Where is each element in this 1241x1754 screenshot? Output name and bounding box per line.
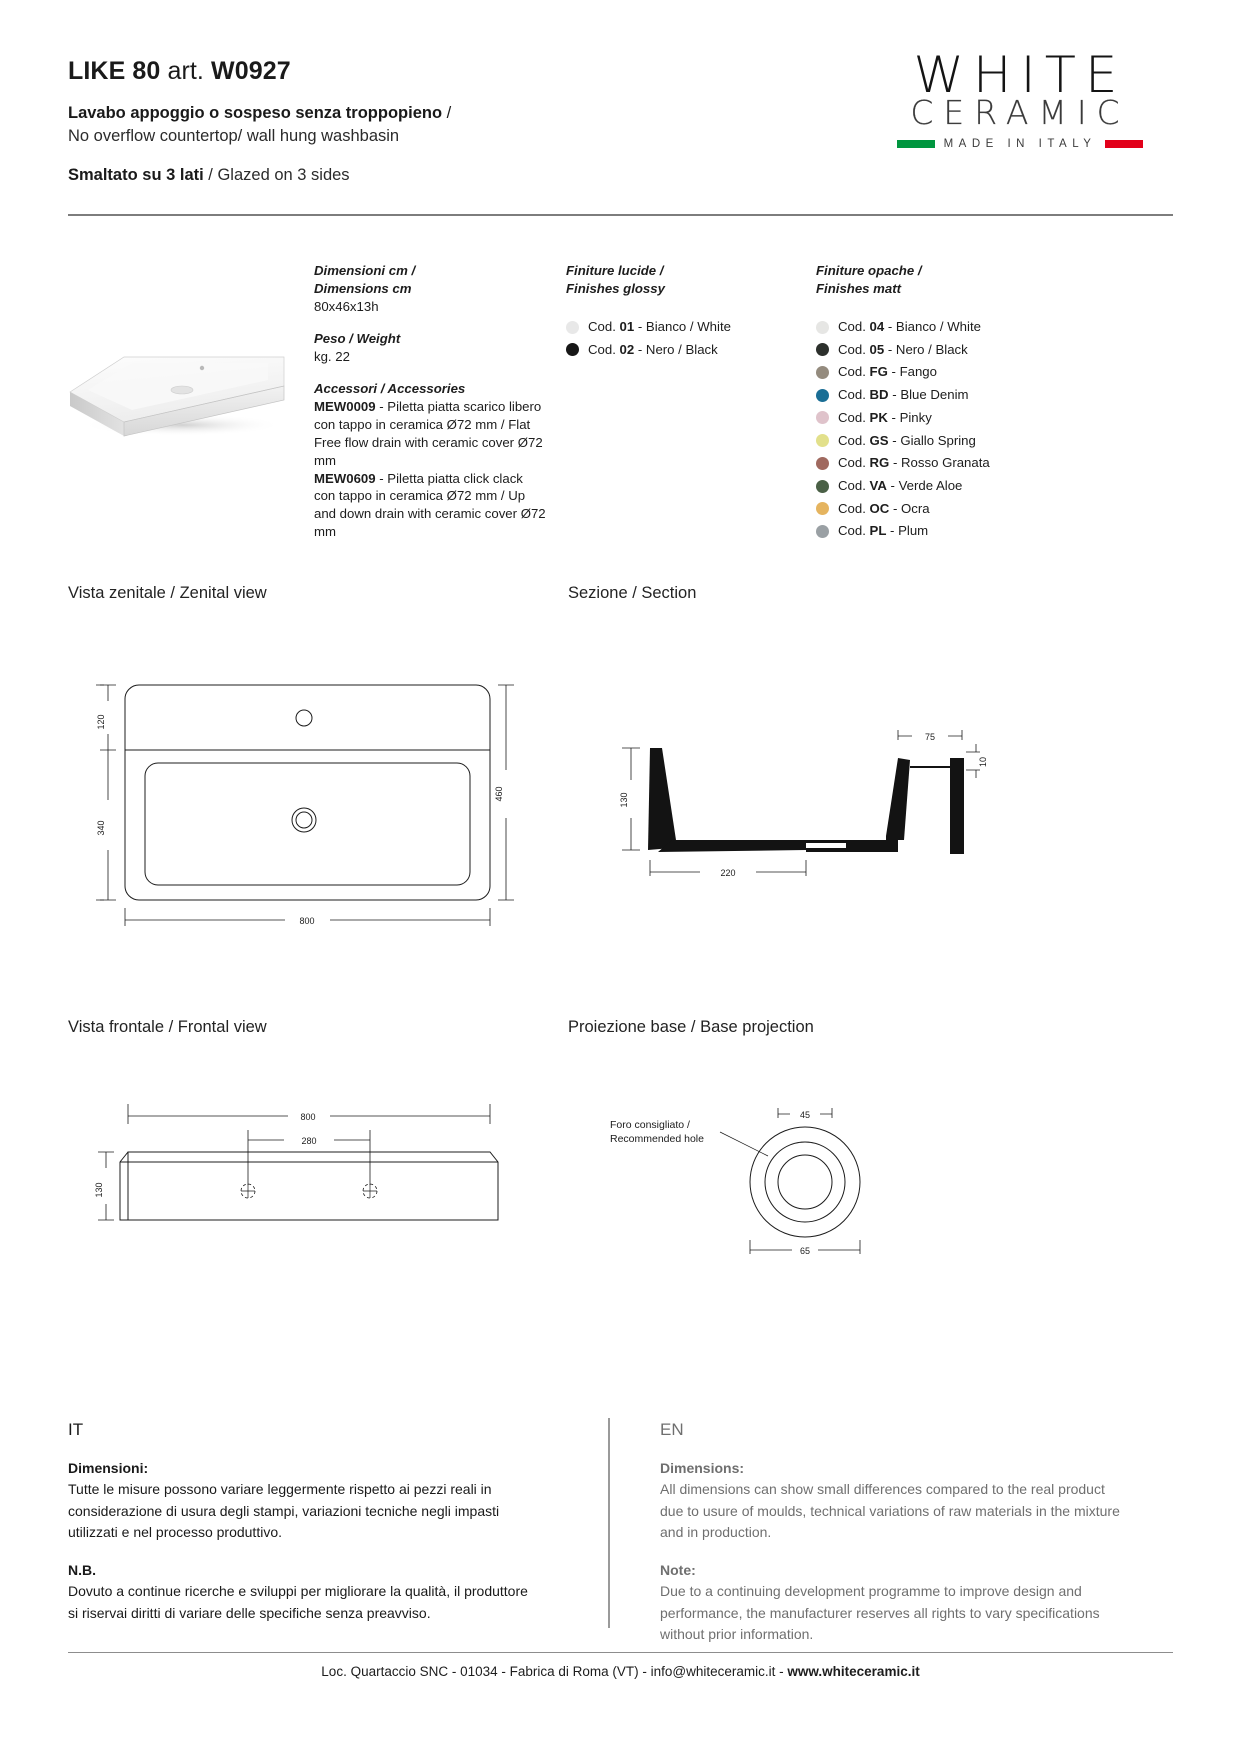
frontal-view-title: Vista frontale / Frontal view (68, 1018, 267, 1036)
finish-matt-swatch-icon (816, 525, 829, 538)
weight-block (314, 330, 546, 366)
notes-en-heading-1: Dimensions: (660, 1460, 745, 1476)
notes-en-text-2: Due to a continuing development programme to improve design and performance, the manufacturer reserves all rights to vary specifications without prior information. (660, 1583, 1100, 1643)
notes-en-lang: EN (660, 1420, 684, 1439)
footer (0, 1664, 1241, 1679)
dim-zenital-340: 340 (96, 820, 106, 836)
notes-it-lang: IT (68, 1420, 84, 1439)
finish-matt-code: PK (869, 409, 888, 425)
finish-matt-label: Cod. VA - Verde Aloe (838, 477, 963, 493)
product-name: LIKE 80 (68, 57, 161, 85)
finish-glossy-swatch-icon (566, 321, 579, 334)
product-photo (62, 330, 292, 440)
footer-address: Loc. Quartaccio SNC - 01034 - Fabrica di Roma (VT) - info@whiteceramic.it - (321, 1664, 788, 1679)
art-label: art. (160, 57, 212, 85)
dim-section-130: 130 (619, 792, 629, 808)
dimensions-heading-en: Dimensions cm (314, 280, 412, 296)
finishes-glossy-list (566, 318, 796, 359)
finish-matt-row (816, 522, 1056, 540)
footer-divider (68, 1652, 1173, 1653)
notes-divider (608, 1418, 610, 1628)
glaze-en: / Glazed on 3 sides (203, 166, 350, 185)
finish-matt-row (816, 318, 1056, 336)
finish-matt-row (816, 432, 1056, 450)
finish-matt-row (816, 363, 1056, 381)
finish-matt-code: 05 (869, 341, 885, 357)
dim-section-75: 75 (924, 732, 936, 742)
notes-en-text-1: All dimensions can show small differences compared to the real product due to usure of moulds, technical variations of raw materials in the mixture and in production. (660, 1481, 1120, 1541)
accessory-2-text: - Piletta piatta click clack con tappo in ceramica Ø72 mm / Up and down drain with ceramic cover Ø72 mm (314, 470, 546, 540)
glaze-row (68, 164, 1168, 188)
finish-matt-code: RG (869, 455, 890, 471)
dimensions-value: 80x46x13h (314, 298, 379, 314)
finish-glossy-label: Cod. 01 - Bianco / White (588, 318, 731, 334)
accessory-2-code: MEW0609 (314, 470, 376, 486)
finish-glossy-row (566, 341, 796, 359)
finishes-matt-heading (816, 262, 1056, 298)
finishes-matt-column (816, 262, 1056, 545)
accessory-item-1 (314, 398, 546, 470)
accessories-block (314, 380, 546, 542)
finish-matt-row (816, 500, 1056, 518)
zenital-drawing (80, 660, 550, 940)
dim-base-65: 65 (799, 1246, 811, 1256)
made-in-italy-label: MADE IN ITALY (943, 137, 1097, 150)
finish-glossy-label: Cod. 02 - Nero / Black (588, 341, 718, 357)
dim-zenital-120: 120 (96, 714, 106, 730)
finish-matt-swatch-icon (816, 434, 829, 447)
dim-zenital-800: 800 (299, 916, 315, 926)
frontal-drawing (80, 1090, 550, 1250)
finish-matt-label: Cod. PK - Pinky (838, 409, 932, 425)
base-hole-label-it: Foro consigliato / (610, 1119, 690, 1131)
finish-glossy-code: 01 (619, 318, 635, 334)
accessory-item-2 (314, 470, 546, 542)
notes-it-heading-2: N.B. (68, 1562, 96, 1579)
finish-matt-code: GS (869, 432, 889, 448)
dim-base-45: 45 (799, 1110, 811, 1120)
notes-it-text-2: Dovuto a continue ricerche e sviluppi per migliorare la qualità, il produttore si riservai diritti di variare delle specifiche senza preavviso. (68, 1583, 528, 1621)
brand-logo (865, 46, 1175, 150)
base-projection-drawing (600, 1090, 930, 1270)
accessory-1-text: - Piletta piatta scarico libero con tappo in ceramica Ø72 mm / Flat Free flow drain with ceramic cover Ø72 mm (314, 398, 543, 468)
finish-matt-label: Cod. 04 - Bianco / White (838, 318, 981, 334)
spec-column (314, 262, 546, 541)
glaze-it: Smaltato su 3 lati (68, 166, 204, 185)
dimensions-heading-it: Dimensioni cm / (314, 263, 416, 278)
dim-section-220: 220 (720, 868, 736, 878)
subtitle-it: Lavabo appoggio o sospeso senza troppopieno (68, 103, 443, 122)
italian-flag-red-icon (1105, 140, 1143, 148)
weight-value: kg. 22 (314, 348, 350, 364)
accessory-1-code: MEW0009 (314, 398, 376, 414)
finish-matt-code: 04 (869, 318, 885, 334)
finish-matt-row (816, 454, 1056, 472)
finish-matt-swatch-icon (816, 502, 829, 515)
dim-frontal-130: 130 (94, 1182, 104, 1198)
notes-it-heading-1: Dimensioni: (68, 1460, 149, 1476)
finish-matt-label: Cod. RG - Rosso Granata (838, 455, 990, 471)
finish-matt-label: Cod. OC - Ocra (838, 500, 930, 516)
header-divider (68, 214, 1173, 216)
finish-matt-code: PL (869, 523, 887, 539)
italian-flag-green-icon (897, 140, 935, 148)
notes-english (660, 1420, 1120, 1662)
finish-matt-swatch-icon (816, 389, 829, 402)
finish-matt-row (816, 386, 1056, 404)
logo-line-white: WHITE (913, 46, 1127, 104)
subtitle-en: No overflow countertop/ wall hung washbasin (68, 127, 400, 146)
finish-matt-swatch-icon (816, 321, 829, 334)
notes-en-heading-2: Note: (660, 1562, 696, 1579)
dim-zenital-460: 460 (494, 786, 504, 802)
finishes-matt-heading-it: Finiture opache / (816, 263, 922, 278)
finish-matt-swatch-icon (816, 343, 829, 356)
finish-matt-swatch-icon (816, 480, 829, 493)
logo-line-ceramic: CERAMIC (910, 92, 1130, 132)
notes-italian (68, 1420, 538, 1640)
finish-matt-label: Cod. PL - Plum (838, 523, 929, 539)
section-drawing (610, 700, 1030, 920)
dim-frontal-280: 280 (301, 1136, 317, 1146)
finish-glossy-swatch-icon (566, 343, 579, 356)
subtitle-separator: / (442, 103, 452, 122)
finishes-glossy-column (566, 262, 796, 363)
finishes-matt-list (816, 318, 1056, 541)
finish-matt-label: Cod. 05 - Nero / Black (838, 341, 968, 357)
finishes-glossy-heading-en: Finishes glossy (566, 280, 665, 296)
accessories-heading: Accessori / Accessories (314, 380, 466, 396)
dim-frontal-800: 800 (300, 1112, 316, 1122)
finishes-matt-heading-en: Finishes matt (816, 280, 902, 296)
finish-matt-code: VA (869, 477, 887, 493)
finish-matt-label: Cod. FG - Fango (838, 364, 937, 380)
made-in-italy-row (865, 138, 1175, 150)
finish-matt-code: FG (869, 364, 888, 380)
notes-it-text-1: Tutte le misure possono variare leggermente rispetto ai pezzi reali in considerazione di usura degli stampi, variazioni tecniche negli impasti utilizzati e nel processo produttivo. (68, 1481, 500, 1541)
finishes-glossy-heading (566, 262, 796, 298)
footer-website[interactable]: www.whiteceramic.it (787, 1664, 920, 1679)
dimensions-block (314, 262, 546, 316)
base-hole-label-en: Recommended hole (610, 1133, 704, 1145)
dim-section-10: 10 (978, 756, 988, 768)
finish-glossy-code: 02 (619, 341, 635, 357)
finish-matt-code: BD (869, 387, 889, 403)
finish-matt-row (816, 341, 1056, 359)
finish-matt-row (816, 409, 1056, 427)
finish-glossy-row (566, 318, 796, 336)
finish-matt-swatch-icon (816, 366, 829, 379)
zenital-view-title: Vista zenitale / Zenital view (68, 584, 267, 602)
finish-matt-code: OC (869, 500, 890, 516)
finish-matt-row (816, 477, 1056, 495)
section-view-title: Sezione / Section (568, 584, 697, 602)
base-projection-title: Proiezione base / Base projection (568, 1018, 814, 1036)
weight-heading: Peso / Weight (314, 330, 401, 346)
finishes-glossy-heading-it: Finiture lucide / (566, 263, 664, 278)
product-code: W0927 (211, 57, 291, 85)
finish-matt-swatch-icon (816, 457, 829, 470)
finish-matt-label: Cod. BD - Blue Denim (838, 387, 969, 403)
finish-matt-label: Cod. GS - Giallo Spring (838, 432, 976, 448)
finish-matt-swatch-icon (816, 411, 829, 424)
